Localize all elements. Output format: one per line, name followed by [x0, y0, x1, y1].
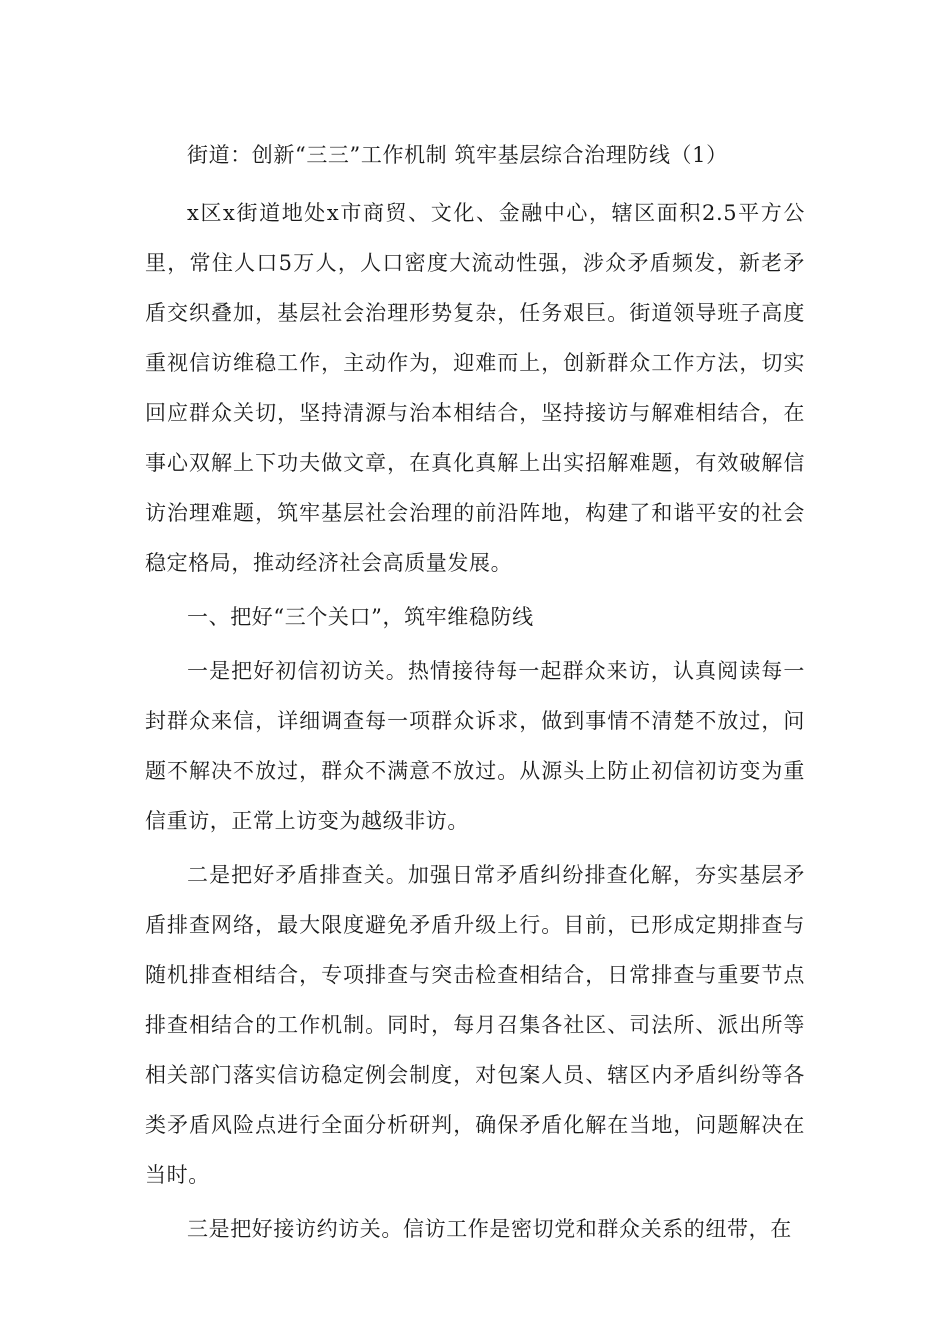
document-title: 街道：创新“三三”工作机制 筑牢基层综合治理防线（1）	[187, 143, 728, 167]
document-body	[145, 130, 805, 1258]
paragraph-intro: x区x街道地处x市商贸、文化、金融中心，辖区面积2.5平方公里，常住人口5万人，人口密度大流动性强，涉众矛盾频发，新老矛盾交织叠加，基层社会治理形势复杂，任务艰巨。街道领导班子高度重视信访维稳工作，主动作为，迎难而上，创新群众工作方法，切实回应群众关切，坚持清源与治本相结合，坚持接访与解难相结合，在事心双解上下功夫做文章，在真化真解上出实招解难题，有效破解信访治理难题，筑牢基层社会治理的前沿阵地，构建了和谐平安的社会稳定格局，推动经济社会高质量发展。	[145, 201, 805, 575]
section-heading-1: 一、把好“三个关口”，筑牢维稳防线	[187, 605, 534, 629]
paragraph-third-point: 三是把好接访约访关。信访工作是密切党和群众关系的纽带，在	[187, 1217, 792, 1241]
paragraph-first-point: 一是把好初信初访关。热情接待每一起群众来访，认真阅读每一封群众来信，详细调查每一项群众诉求，做到事情不清楚不放过，问题不解决不放过，群众不满意不放过。从源头上防止初信初访变为重信重访，正常上访变为越级非访。	[145, 659, 805, 833]
paragraph-second-point: 二是把好矛盾排查关。加强日常矛盾纠纷排查化解，夯实基层矛盾排查网络，最大限度避免矛盾升级上行。目前，已形成定期排查与随机排查相结合，专项排查与突击检查相结合，日常排查与重要节点排查相结合的工作机制。同时，每月召集各社区、司法所、派出所等相关部门落实信访稳定例会制度，对包案人员、辖区内矛盾纠纷等各类矛盾风险点进行全面分析研判，确保矛盾化解在当地，问题解决在当时。	[145, 863, 805, 1187]
